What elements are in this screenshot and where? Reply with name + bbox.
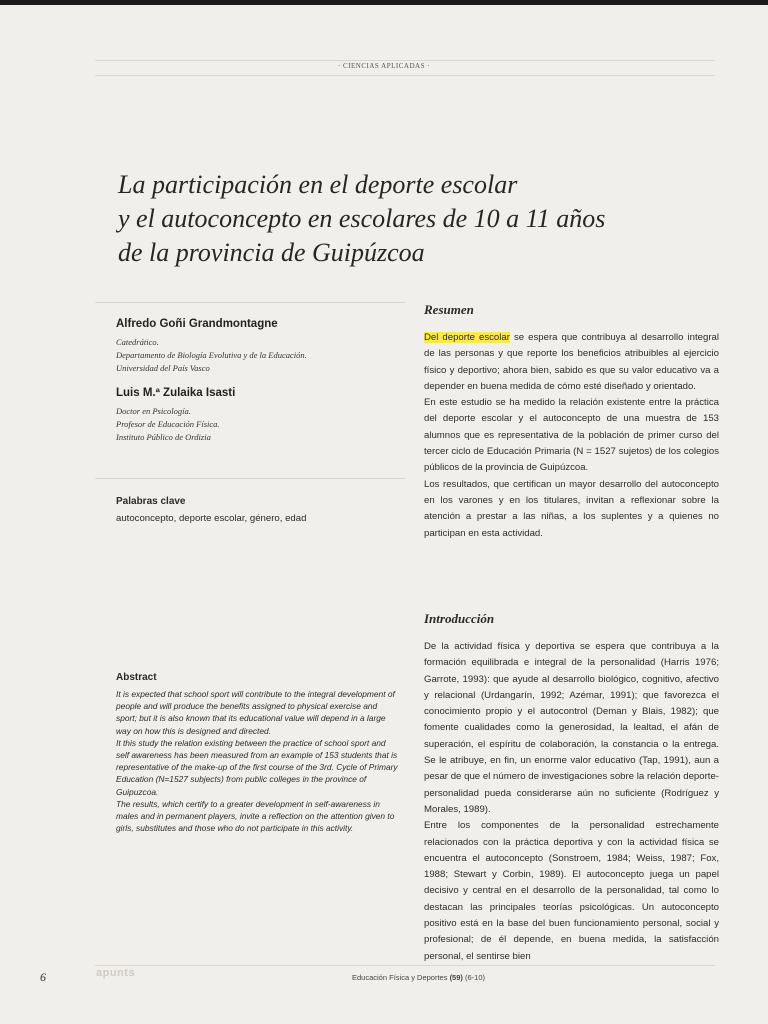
author-name: Luis M.ª Zulaika Isasti (116, 387, 236, 399)
title-line: y el autoconcepto en escolares de 10 a 11 años (118, 204, 606, 233)
section-header: · CIENCIAS APLICADAS · (337, 62, 431, 70)
introduccion-block (424, 611, 719, 965)
keywords-heading: Palabras clave (116, 496, 186, 507)
abstract-block (116, 672, 398, 834)
abstract-paragraph: It is expected that school sport will contribute to the integral development of people and will produce the benefits assigned to physical exercise and sport; but it is also known that its educational value will depend in a large way on how this is designed and directed. (116, 689, 395, 736)
resumen-paragraph (424, 330, 719, 395)
resumen-paragraph: Los resultados, que certifican un mayor desarrollo del autoconcepto en los varones y en los titulares, invitan a reflexionar sobre la atención a prestar a las niñas, a los suplentes y a quienes no participan en esta actividad. (424, 478, 719, 539)
abstract-text (116, 688, 398, 834)
keywords-block (116, 496, 406, 524)
title-line: de la provincia de Guipúzcoa (118, 238, 425, 267)
author-affiliation: Departamento de Biología Evolutiva y de la Educación. (116, 350, 307, 360)
abstract-heading: Abstract (116, 672, 157, 683)
author-block-2 (116, 387, 406, 444)
journal-logo: apunts (96, 967, 136, 979)
header-rule (95, 60, 715, 61)
authors-rule (95, 302, 405, 303)
abstract-paragraph: It this study the relation existing between the practice of school sport and self awareness has been measured from an example of 153 students that is representative of the make-up of the first course of the 3rd. Cycle of Primary Education (N=1527 subjects) from public colleges in the province of Guipuzcoa. (116, 737, 398, 797)
resumen-text-rest: se espera que contribuya al desarrollo integral de las personas y que reporte los beneficios atribuibles al ejercicio físico y deportivo; ahora bien, sabido es que su valor educativo va a depender en buena medida de cómo esté diseñado y orientado. (424, 332, 719, 392)
keywords-text: autoconcepto, deporte escolar, género, edad (116, 513, 307, 524)
author-affiliation: Universidad del País Vasco (116, 363, 210, 373)
author-affiliation: Doctor en Psicología. (116, 406, 191, 416)
keywords-rule (95, 478, 405, 479)
journal-name: Educación Física y Deportes (352, 973, 448, 982)
highlighted-text: Del deporte escolar (424, 332, 510, 343)
author-affiliation: Catedrático. (116, 337, 159, 347)
top-border (0, 0, 768, 5)
abstract-paragraph: The results, which certify to a greater development in self-awareness in males and in permanent players, invite a reflection on the attention given to girls, substitutes and those who do not participate in this activity. (116, 798, 395, 834)
introduccion-paragraph: De la actividad física y deportiva se espera que contribuya a la formación equilibrada e integral de la personalidad (Harris 1976; Garrote, 1993): que ayude al desarrollo biológico, cognitivo, afectivo y relacional (Urdangarín, 1992; Azémar, 1991); que favorezca el conocimiento propio y el autocontrol (Deman y Blais, 1982); que fomente cualidades como la generosidad, la lealtad, el afán de superación, el espíritu de colaboración, la constancia o la entrega. Se le atribuye, en fin, un enorme valor educativo (Tap, 1991), aun a pesar de que el número de investigaciones sobre la relación deporte-personalidad pueda considerarse aún no suficiente (Rodríguez y Morales, 1989). (424, 641, 719, 815)
author-block-1 (116, 318, 406, 375)
author-affiliation: Profesor de Educación Física. (116, 419, 220, 429)
page-number: 6 (40, 970, 46, 984)
resumen-text (424, 330, 719, 542)
journal-issue: (59) (449, 973, 463, 982)
journal-citation (352, 973, 485, 982)
footer-rule (95, 965, 715, 966)
author-name: Alfredo Goñi Grandmontagne (116, 318, 278, 330)
author-affiliation: Instituto Público de Ordizia (116, 432, 211, 442)
resumen-block (424, 302, 719, 542)
header-rule-bottom (95, 75, 715, 76)
journal-pages: (6-10) (465, 973, 486, 982)
introduccion-text (424, 639, 719, 965)
resumen-paragraph: En este estudio se ha medido la relación existente entre la práctica del deporte escolar y el autoconcepto de una muestra de 153 alumnos que es representativa de la población de primer curso del tercer ciclo de Educación Primaria (N = 1527 sujetos) de los colegios públicos de la provincia de Guipúzcoa. (424, 397, 719, 474)
article-title (118, 168, 678, 270)
introduccion-heading: Introducción (424, 611, 495, 626)
resumen-heading: Resumen (424, 302, 474, 317)
introduccion-paragraph: Entre los componentes de la personalidad estrechamente relacionados con la práctica deportiva y con la actividad física se encuentra el autoconcepto (Sonstroem, 1984; Weiss, 1987; Fox, 1988; Stewart y Corbin, 1989). El autoconcepto juega un papel decisivo y central en el desarrollo de la personalidad, tal como lo destacan las principales teorías psicológicas. Un autoconcepto positivo está en la base del buen funcionamiento personal, social y profesional; de él depende, en buena medida, la satisfacción personal, el sentirse bien (424, 820, 719, 962)
title-line: La participación en el deporte escolar (118, 170, 518, 199)
